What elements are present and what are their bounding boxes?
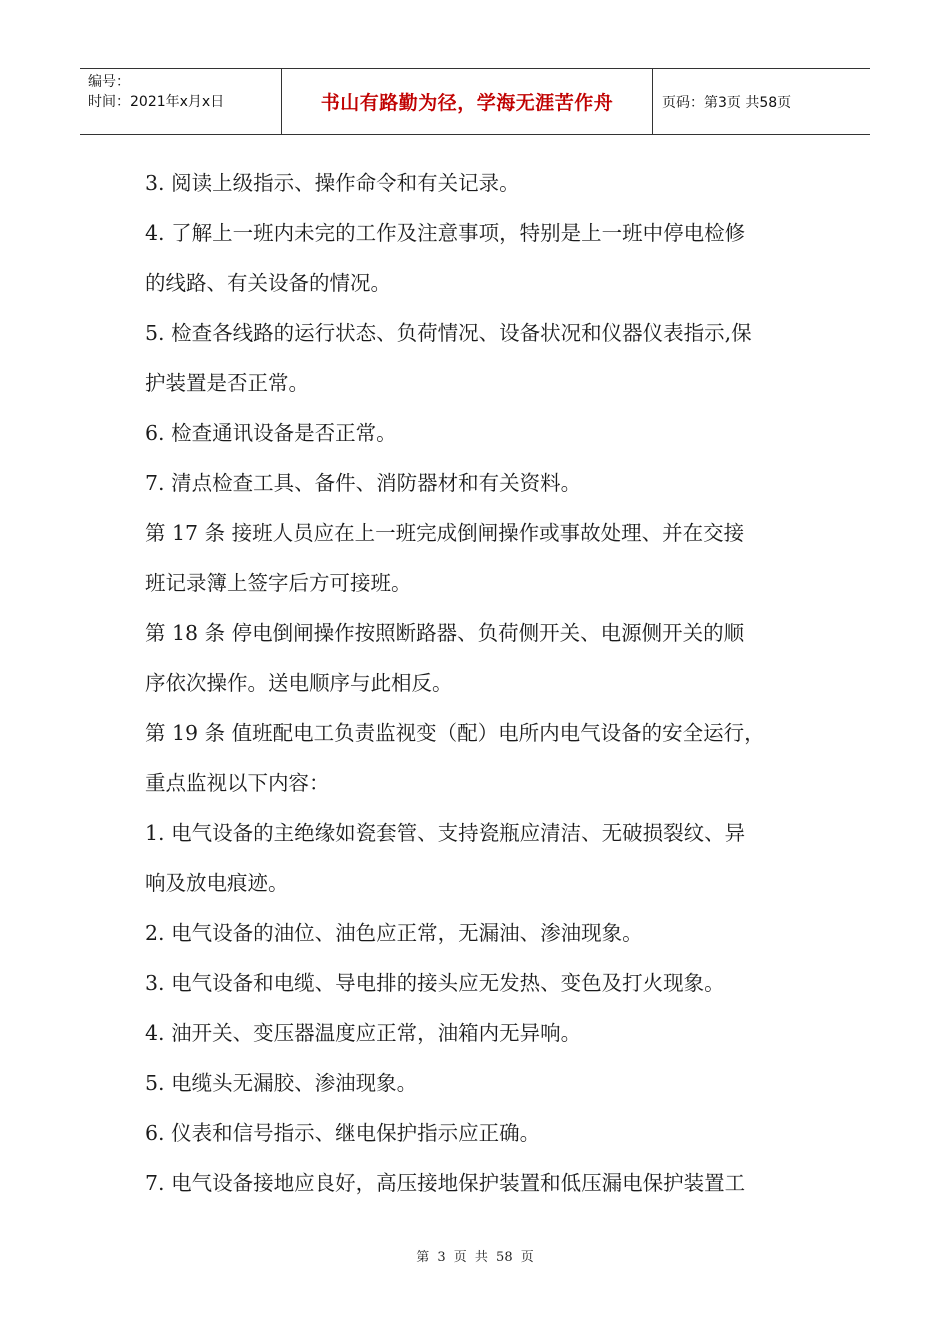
text-line: 7. 清点检查工具、备件、消防器材和有关资料。 — [145, 471, 582, 495]
header-motto: 书山有路勤为径，学海无涯苦作舟 — [320, 92, 614, 114]
header-motto-cell — [282, 69, 653, 134]
text-line: 1. 电气设备的主绝缘如瓷套管、支持瓷瓶应清洁、无破损裂纹、异 — [145, 821, 746, 845]
text-line: 第 19 条 值班配电工负责监视变（配）电所内电气设备的安全运行， — [145, 721, 765, 745]
text-line: 2. 电气设备的油位、油色应正常，无漏油、渗油现象。 — [145, 921, 643, 945]
document-time-label: 时间：2021年x月x日 — [88, 94, 225, 110]
text-line: 重点监视以下内容： — [145, 771, 330, 795]
header-page-info: 页码：第3页 共58页 — [662, 94, 792, 111]
document-number-label: 编号： — [88, 74, 130, 90]
text-line: 第 18 条 停电倒闸操作按照断路器、负荷侧开关、电源侧开关的顺 — [145, 621, 745, 645]
text-line: 7. 电气设备接地应良好，高压接地保护装置和低压漏电保护装置工 — [145, 1171, 746, 1195]
text-line: 4. 了解上一班内未完的工作及注意事项，特别是上一班中停电检修 — [145, 221, 746, 245]
text-line: 5. 检查各线路的运行状态、负荷情况、设备状况和仪器仪表指示,保 — [145, 321, 752, 345]
header-page-cell — [653, 69, 870, 134]
text-line: 班记录簿上签字后方可接班。 — [145, 571, 412, 595]
page-footer: 第 3 页 共 58 页 — [416, 1250, 534, 1265]
document-header — [80, 68, 870, 135]
text-line: 3. 电气设备和电缆、导电排的接头应无发热、变色及打火现象。 — [145, 971, 725, 995]
text-line: 第 17 条 接班人员应在上一班完成倒闸操作或事故处理、并在交接 — [145, 521, 745, 545]
text-line: 序依次操作。送电顺序与此相反。 — [145, 671, 453, 695]
text-line: 护装置是否正常。 — [145, 371, 309, 395]
text-line: 4. 油开关、变压器温度应正常，油箱内无异响。 — [145, 1021, 582, 1045]
text-line: 6. 检查通讯设备是否正常。 — [145, 421, 397, 445]
header-meta-cell — [80, 69, 282, 134]
text-line: 的线路、有关设备的情况。 — [145, 271, 391, 295]
text-line: 5. 电缆头无漏胶、渗油现象。 — [145, 1071, 418, 1095]
document-body — [145, 158, 825, 1208]
text-line: 3. 阅读上级指示、操作命令和有关记录。 — [145, 171, 520, 195]
text-line: 6. 仪表和信号指示、继电保护指示应正确。 — [145, 1121, 541, 1145]
text-line: 响及放电痕迹。 — [145, 871, 289, 895]
